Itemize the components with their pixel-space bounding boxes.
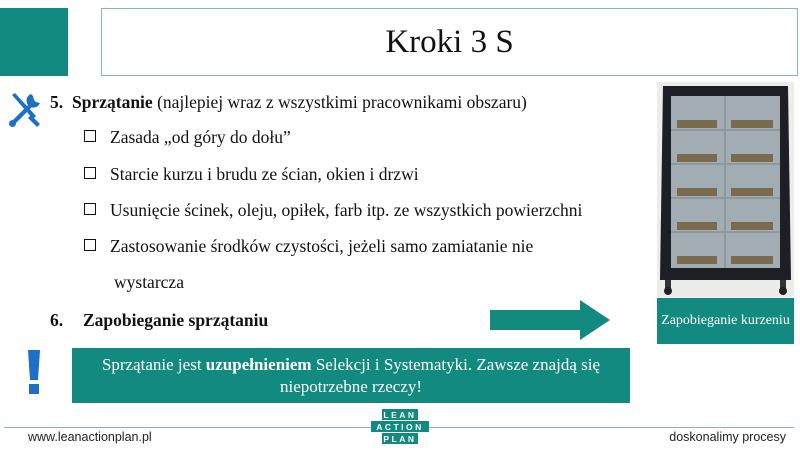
- sub-item: [84, 127, 291, 148]
- item-number: 5.: [50, 92, 64, 112]
- title-box: [101, 8, 798, 76]
- note-banner: [72, 348, 630, 403]
- item-number: 6.: [50, 310, 64, 330]
- sub-item: [84, 164, 419, 185]
- logo-text: ACTION: [376, 422, 424, 432]
- footer-website: www.leanactionplan.pl: [28, 430, 152, 444]
- item-5-heading: Sprzątanie: [72, 92, 153, 112]
- right-arrow: [490, 300, 610, 340]
- photo-dust-cover-cabinet: [657, 82, 794, 297]
- exclamation-icon: [24, 350, 44, 394]
- slide-title: Kroki 3 S: [385, 23, 514, 60]
- list-item-5: [50, 92, 527, 113]
- sub-item-text: Zastosowanie środków czystości, jeżeli samo zamiatanie nie: [110, 236, 534, 256]
- sub-item-continuation: wystarcza: [114, 272, 184, 292]
- logo-text: PLAN: [383, 434, 417, 444]
- sub-item: [84, 200, 582, 221]
- checkbox-bullet-icon: [84, 167, 96, 179]
- lean-action-plan-logo: [369, 409, 431, 445]
- sub-item-text: Zasada „od góry do dołu”: [110, 127, 291, 147]
- cabinet-illustration: [657, 82, 794, 297]
- item-5-text: (najlepiej wraz z wszystkimi pracownikami obszaru): [152, 92, 527, 112]
- list-item-6: [50, 310, 268, 331]
- note-text-part: Sprzątanie jest: [101, 355, 206, 375]
- logo-text: LEAN: [383, 410, 417, 420]
- item-6-text: Zapobieganie sprzątaniu: [83, 310, 269, 330]
- checkbox-bullet-icon: [84, 239, 96, 251]
- checkbox-bullet-icon: [84, 203, 96, 215]
- note-text-part: Selekcji i Systematyki. Zawsze znajdą się niepotrzebne rzeczy!: [279, 355, 601, 396]
- sub-item: [84, 236, 533, 257]
- note-text-bold: uzupełnieniem: [205, 355, 312, 375]
- checkbox-bullet-icon: [84, 130, 96, 142]
- sub-item-text: Usunięcie ścinek, oleju, opiłek, farb itp. ze wszystkich powierzchni: [110, 200, 583, 220]
- tools-icon: [6, 90, 46, 130]
- sub-item-text: Starcie kurzu i brudu ze ścian, okien i drzwi: [110, 164, 419, 184]
- note-text: [84, 354, 618, 397]
- photo-caption: Zapobieganie kurzeniu: [657, 298, 794, 344]
- footer-tagline: doskonalimy procesy: [669, 430, 786, 444]
- teal-corner-block: [0, 8, 68, 76]
